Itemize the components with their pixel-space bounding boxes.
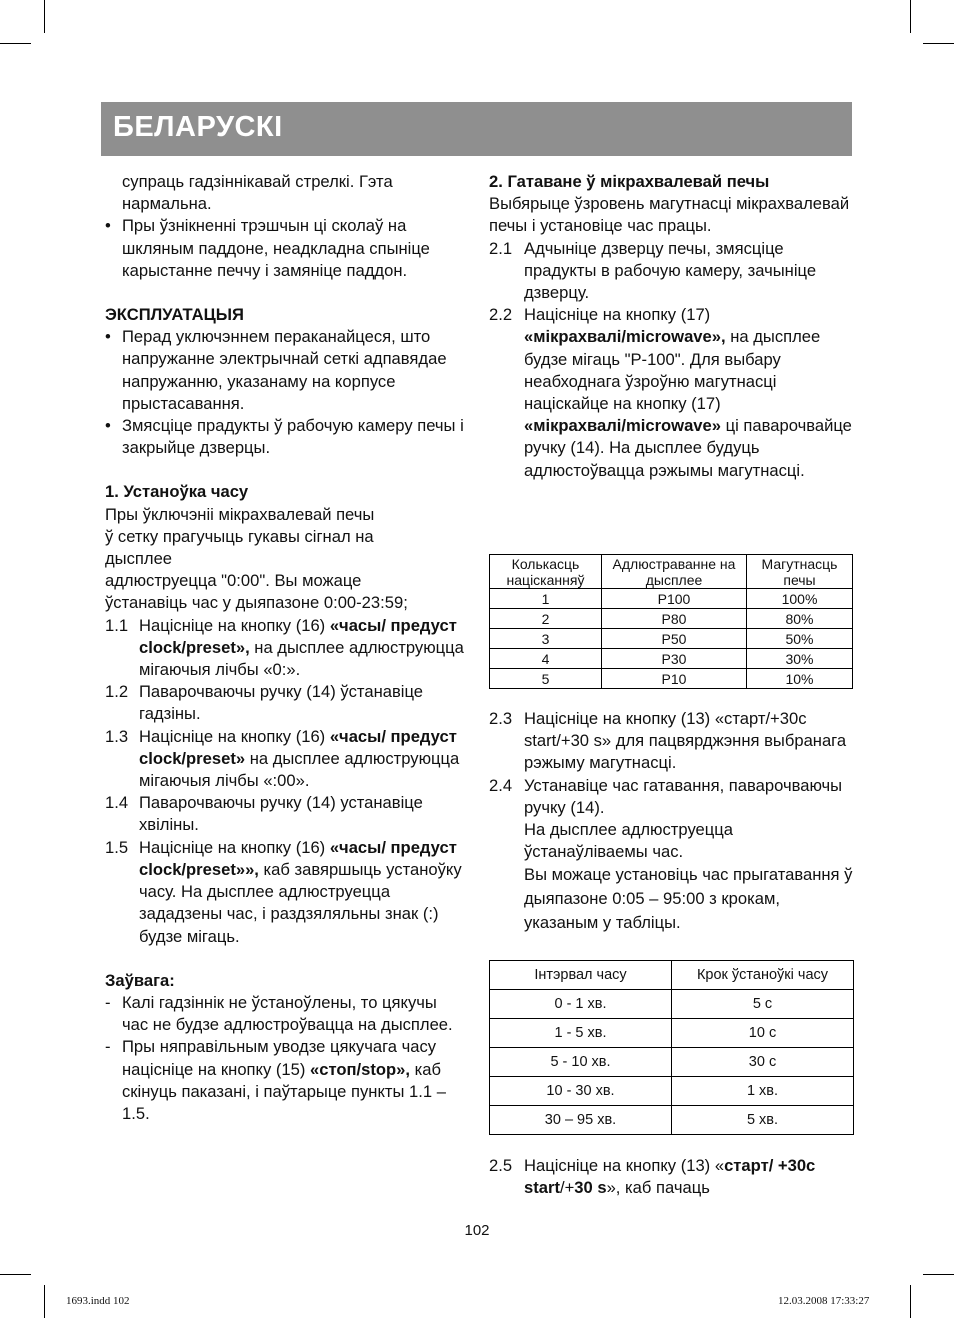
- table-cell: P10: [602, 669, 747, 689]
- right-column: [489, 171, 854, 482]
- step-text: », каб пачаць: [606, 1178, 710, 1198]
- table-header-cell: Адлюстраванне на дысплее: [602, 555, 747, 589]
- button-name: «мікрахвалі/microwave»,: [524, 327, 726, 347]
- step-text: На дысплее адлюструецца ўстанаўліваемы час.: [524, 820, 734, 862]
- section-heading-time: 1. Устаноўка часу: [105, 482, 249, 502]
- step-text: каб завяршыць устаноўку часу. На дысплее адлюструецца зададзены час, і раздзяляльны знак (:) будзе мігаць.: [139, 859, 462, 946]
- step-text: Устанавіце час гатавання, паварочваючы ручку (14).: [524, 775, 843, 817]
- button-name: «часы/ предуст clock/preset»: [139, 726, 457, 768]
- step-number: 1.4: [105, 793, 129, 813]
- table-header-cell: Крок ўстаноўкі часу: [672, 961, 854, 990]
- footer-file-info: 1693.indd 102: [66, 1295, 130, 1307]
- button-name: «часы/ предуст clock/preset»»,: [139, 837, 457, 879]
- step-2-3: [489, 708, 854, 775]
- time-step-table: [489, 960, 854, 1135]
- section-heading-operation: ЭКСПЛУАТАЦЫЯ: [105, 305, 244, 325]
- intro-line: адлюструецца "0:00". Вы можаце: [105, 571, 362, 591]
- button-name: «стоп/stop»,: [310, 1059, 411, 1079]
- table-row: [490, 669, 853, 689]
- step-number: 1.2: [105, 682, 129, 702]
- intro-text: Выбярыце ўзровень магутнасці мікрахвалевай печы і установіце час працы.: [489, 194, 850, 236]
- crop-mark: [923, 1274, 954, 1275]
- step-2-4-continued: [489, 819, 854, 863]
- table-cell: 1 хв.: [672, 1077, 854, 1106]
- step-text: /+: [559, 1178, 575, 1198]
- table-header-cell: Магутнасць печы: [747, 555, 853, 589]
- step-text: Паварочваючы ручку (14) ўстанавіце гадзіны.: [139, 682, 424, 724]
- table-cell: 5 с: [672, 990, 854, 1019]
- intro-line: ў сетку прагучыць гукавы сігнал на: [105, 526, 374, 546]
- dash-mark: -: [105, 992, 111, 1012]
- language-title: БЕЛАРУСКІ: [113, 111, 283, 143]
- crop-mark: [0, 1274, 31, 1275]
- step-text: Адчыніце дзверцу печы, змясціце прадукты в рабочую камеру, зачыніце дзверцу.: [524, 238, 817, 303]
- table-cell: 5 - 10 хв.: [490, 1048, 672, 1077]
- table-cell: 100%: [747, 589, 853, 609]
- crop-mark: [44, 0, 45, 33]
- table-row: [490, 1077, 854, 1106]
- table-cell: 30%: [747, 649, 853, 669]
- intro-line: ўстанавіць час у дыяпазоне 0:00-23:59;: [105, 593, 408, 613]
- step-1-3: [105, 726, 467, 793]
- footer-date: 12.03.2008 17:33:27: [778, 1295, 870, 1307]
- step-text: Націсніце на кнопку (16): [139, 615, 330, 635]
- bullet-text: Пры ўзнікненні трэшчын ці сколаў на шкляным паддоне, неадкладна спыніце карыстанне печчу і замяніце паддон.: [122, 216, 430, 280]
- table-row: [490, 589, 853, 609]
- step-text: Націсніце на кнопку (13) «старт/+30с start/+30 s» для пацвярджэння выбранага рэжыму магутнасці.: [524, 709, 847, 773]
- table-cell: 80%: [747, 609, 853, 629]
- table-row: [490, 1106, 854, 1135]
- intro-line: дысплее: [105, 549, 173, 569]
- bullet-mark: •: [105, 327, 111, 347]
- section-heading-microwave: 2. Гатаване ў мікрахвалевай печы: [489, 172, 770, 191]
- table-cell: 30 – 95 хв.: [490, 1106, 672, 1135]
- bullet-text: Змясціце прадукты ў рабочую камеру печы і закрыйце дзверцы.: [122, 416, 464, 458]
- table-row: [490, 609, 853, 629]
- step-number: 1.3: [105, 726, 129, 746]
- button-name: «мікрахвалі/microwave»: [524, 416, 721, 436]
- table-cell: 1: [490, 589, 602, 609]
- right-column-lower: [489, 708, 854, 935]
- table-header-cell: Колькасць націсканняў: [490, 555, 602, 589]
- step-2-1: [489, 238, 854, 305]
- table-cell: 0 - 1 хв.: [490, 990, 672, 1019]
- table-cell: 10 с: [672, 1019, 854, 1048]
- button-name: «часы/ предуст clock/preset»,: [139, 615, 457, 657]
- table-cell: 1 - 5 хв.: [490, 1019, 672, 1048]
- continued-text-line: супраць гадзіннікавай стрелкі. Гэта: [122, 172, 393, 191]
- step-number: 2.1: [489, 238, 513, 258]
- table-row: [490, 649, 853, 669]
- table-cell: P80: [602, 609, 747, 629]
- note-text: каб скінуць паказані, і паўтарыце пункты 1.1 – 1.5.: [122, 1059, 446, 1123]
- step-number: 2.3: [489, 709, 513, 728]
- step-number: 1.5: [105, 837, 129, 857]
- step-2-4: [489, 775, 854, 819]
- step-1-4: [105, 792, 467, 836]
- note-heading: Заўвага:: [105, 970, 175, 990]
- step-text: ці паварочвайце ручку (14). На дысплее будуць адлюстоўвацца рэжымы магутнасці.: [524, 416, 852, 480]
- step-2-4-continued: [489, 863, 854, 935]
- table-cell: 30 с: [672, 1048, 854, 1077]
- crop-mark: [923, 43, 954, 44]
- table-header-row: [490, 555, 853, 589]
- page-number: 102: [464, 1222, 490, 1239]
- bullet-item: [105, 415, 467, 459]
- note-item: [105, 1036, 467, 1125]
- step-text: Вы можаце установіць час прыгатавання ў дыяпазоне 0:05 – 95:00 з крокам, указаным у табліцы.: [524, 865, 853, 933]
- step-text: Націсніце на кнопку (13) «: [524, 1156, 725, 1175]
- table-header-row: [490, 961, 854, 990]
- crop-mark: [0, 43, 31, 44]
- step-text: Паварочваючы ручку (14) устанавіце хвіліны.: [139, 793, 423, 835]
- step-text: Націсніце на кнопку (17): [524, 305, 711, 325]
- note-text: Пры няправільным уводзе цякучага часу націсніце на кнопку (15): [122, 1037, 437, 1079]
- table-row: [490, 1019, 854, 1048]
- table-cell: P30: [602, 649, 747, 669]
- continued-text-line: нармальна.: [122, 194, 212, 214]
- table-row: [490, 629, 853, 649]
- step-text: на дысплее будзе мігаць "Р-100". Для выбару неабходнага ўзроўню магутнасці націскайце на кнопку (17): [524, 327, 821, 414]
- step-text: на дысплее адлюструюцца мігаючыя лічбы «:00».: [139, 748, 460, 791]
- table-row: [490, 1048, 854, 1077]
- step-2-5: [489, 1155, 854, 1199]
- crop-mark: [910, 1285, 911, 1318]
- table-cell: P100: [602, 589, 747, 609]
- crop-mark: [44, 1285, 45, 1318]
- table-cell: 5: [490, 669, 602, 689]
- step-2-2: [489, 304, 854, 482]
- step-number: 2.4: [489, 775, 513, 795]
- table-cell: 10%: [747, 669, 853, 689]
- step-number: 2.5: [489, 1156, 513, 1175]
- table-cell: 50%: [747, 629, 853, 649]
- table-row: [490, 990, 854, 1019]
- bullet-text: Перад уключэннем пераканайцеся, што напружанне электрычнай сеткі адпавядае напружанню, указанаму на корпусе прыстасавання.: [122, 327, 447, 413]
- note-text: Калі гадзіннік не ўстаноўлены, то цякучы час не будзе адлюстроўвацца на дысплее.: [122, 992, 453, 1035]
- table-cell: 3: [490, 629, 602, 649]
- intro-line: Пры ўключэніі мікрахвалевай печы: [105, 504, 375, 524]
- dash-mark: -: [105, 1037, 111, 1057]
- step-number: 1.1: [105, 615, 129, 635]
- step-text: Націсніце на кнопку (16): [139, 837, 330, 857]
- right-column-bottom: [489, 1155, 854, 1199]
- table-cell: 5 хв.: [672, 1106, 854, 1135]
- step-text: на дысплее адлюструюцца мігаючыя лічбы «0:».: [139, 637, 464, 680]
- step-1-1: [105, 615, 467, 682]
- button-name: старт/ +30с start: [524, 1156, 816, 1198]
- note-item: [105, 992, 467, 1036]
- power-level-table: [489, 554, 853, 689]
- language-header-band: [101, 102, 852, 156]
- bullet-item: [105, 215, 467, 282]
- button-name: 30 s: [574, 1178, 607, 1198]
- table-cell: 2: [490, 609, 602, 629]
- step-number: 2.2: [489, 305, 513, 325]
- bullet-mark: •: [105, 416, 111, 436]
- step-text: Націсніце на кнопку (16): [139, 726, 330, 746]
- crop-mark: [910, 0, 911, 33]
- bullet-mark: •: [105, 216, 111, 236]
- bullet-item: [105, 326, 467, 415]
- table-cell: 4: [490, 649, 602, 669]
- table-header-cell: Інтэрвал часу: [490, 961, 672, 990]
- left-column: [105, 171, 467, 1125]
- step-1-2: [105, 681, 467, 725]
- table-cell: 10 - 30 хв.: [490, 1077, 672, 1106]
- step-1-5: [105, 837, 467, 948]
- table-cell: P50: [602, 629, 747, 649]
